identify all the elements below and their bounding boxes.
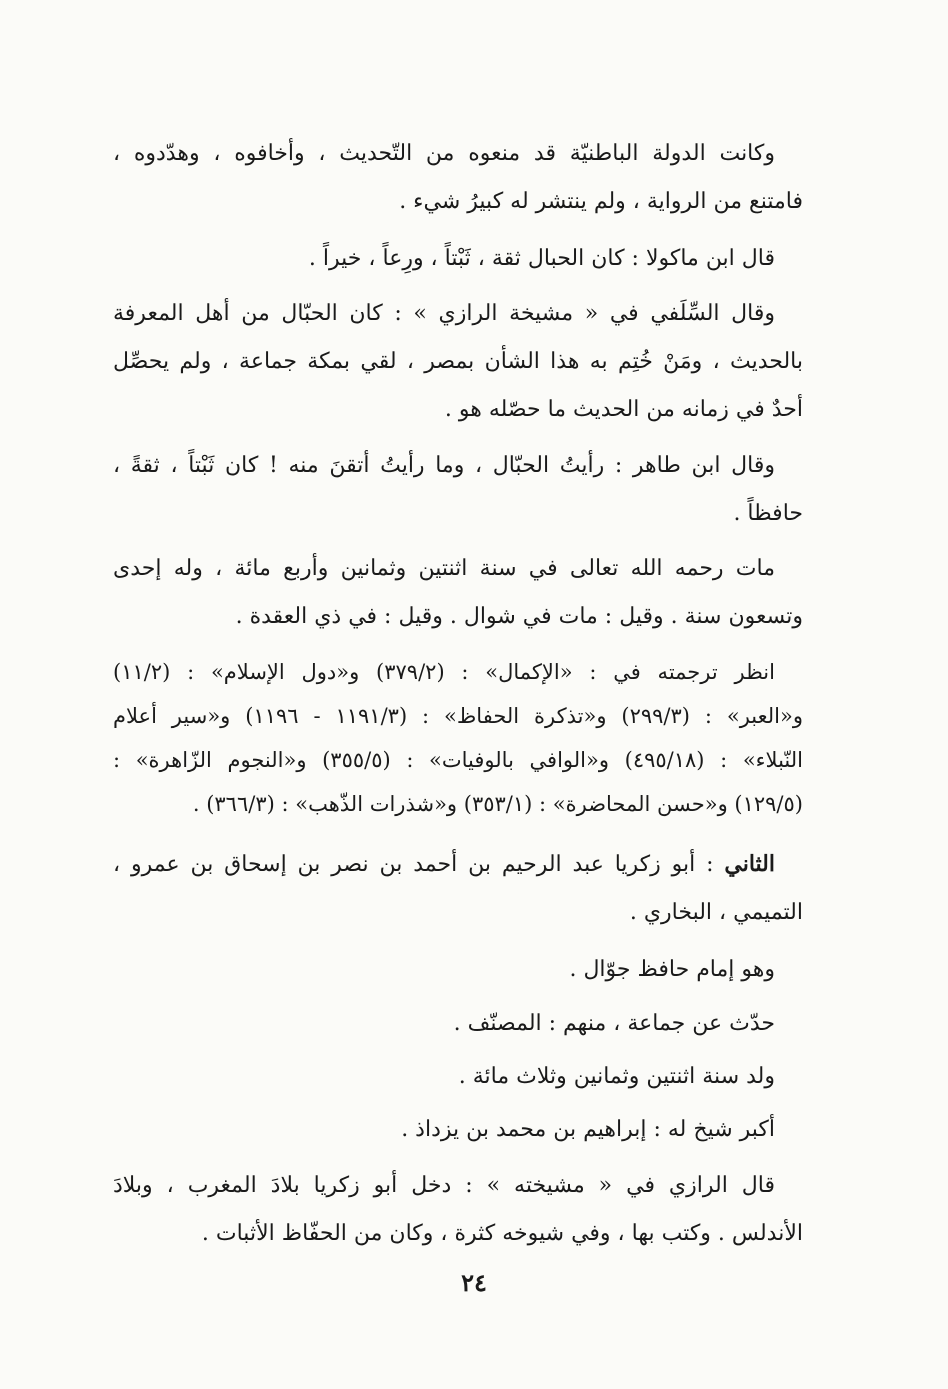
text-line: أكبر شيخ له : إبراهيم بن محمد بن يزداذ . bbox=[401, 1117, 775, 1142]
paragraph-silafi bbox=[113, 290, 803, 434]
paragraph-ibn-makula bbox=[113, 235, 803, 283]
paragraph-batiniyya bbox=[113, 130, 803, 226]
text-line: و«العبر» : (٢٩٩/٣) و«تذكرة الحفاظ» : (١١٩١/٣ - ١١٩٦) و«سير أعلام bbox=[113, 704, 803, 728]
paragraph-imam bbox=[113, 946, 803, 994]
paragraph-references bbox=[113, 650, 803, 826]
paragraph-second bbox=[113, 840, 803, 937]
text-line bbox=[113, 840, 803, 889]
text-line: قال ابن ماكولا : كان الحبال ثقة ، ثَبْتاً ، ورِعاً ، خيراً . bbox=[308, 246, 775, 271]
text-line: وهو إمام حافظ جوّال . bbox=[569, 957, 775, 982]
text-line: (١٢٩/٥) و«حسن المحاضرة» : (٣٥٣/١) و«شذرات الذّهب» : (٣٦٦/٣) . bbox=[192, 792, 803, 816]
text-line: التميمي ، البخاري . bbox=[629, 900, 803, 925]
paragraph-born bbox=[113, 1053, 803, 1101]
text-line: فامتنع من الرواية ، ولم ينتشر له كبيرُ شيء . bbox=[399, 189, 803, 214]
text-line: أحدٌ في زمانه من الحديث ما حصّله هو . bbox=[444, 397, 803, 422]
paragraph-death bbox=[113, 545, 803, 641]
paragraph-razi-mashyakha bbox=[113, 1162, 803, 1258]
text-line: وقال السِّلَفي في « مشيخة الرازي » : كان الحبّال من أهل المعرفة bbox=[113, 301, 775, 326]
text-line: وكانت الدولة الباطنيّة قد منعوه من التّحديث ، وأخافوه ، وهدّدوه ، bbox=[113, 141, 775, 166]
text-line: انظر ترجمته في : «الإكمال» : (٣٧٩/٢) و«دول الإسلام» : (١١/٢) bbox=[113, 660, 775, 684]
paragraph-narrated bbox=[113, 1000, 803, 1048]
text-run: : أبو زكريا عبد الرحيم بن أحمد بن نصر بن إسحاق بن عمرو ، bbox=[113, 852, 725, 877]
text-line: وتسعون سنة . وقيل : مات في شوال . وقيل : في ذي العقدة . bbox=[235, 604, 803, 629]
text-line: وقال ابن طاهر : رأيتُ الحبّال ، وما رأيتُ أتقنَ منه ! كان ثَبْتاً ، ثقةً ، bbox=[113, 453, 775, 478]
text-line: قال الرازي في « مشيخته » : دخل أبو زكريا بلادَ المغرب ، وبلادَ bbox=[113, 1173, 775, 1198]
text-line: النّبلاء» : (٤٩٥/١٨) و«الوافي بالوفيات» : (٣٥٥/٥) و«النجوم الزّاهرة» : bbox=[113, 748, 803, 772]
heading-second: الثاني bbox=[724, 851, 775, 877]
text-line: بالحديث ، ومَنْ خُتِم به هذا الشأن بمصر ، لقي بمكة جماعة ، ولم يحصِّل bbox=[113, 349, 803, 374]
text-line: حافظاً . bbox=[733, 501, 803, 526]
paragraph-ibn-tahir bbox=[113, 442, 803, 538]
text-line: مات رحمه الله تعالى في سنة اثنتين وثمانين وأربع مائة ، وله إحدى bbox=[113, 556, 775, 581]
paragraph-eldest-sheikh bbox=[113, 1106, 803, 1154]
text-line: حدّث عن جماعة ، منهم : المصنّف . bbox=[453, 1011, 775, 1036]
text-line: ولد سنة اثنتين وثمانين وثلاث مائة . bbox=[458, 1064, 775, 1089]
page-number: ٢٤ bbox=[461, 1268, 487, 1297]
text-line: الأندلس . وكتب بها ، وفي شيوخه كثرة ، وكان من الحفّاظ الأثبات . bbox=[201, 1221, 803, 1246]
